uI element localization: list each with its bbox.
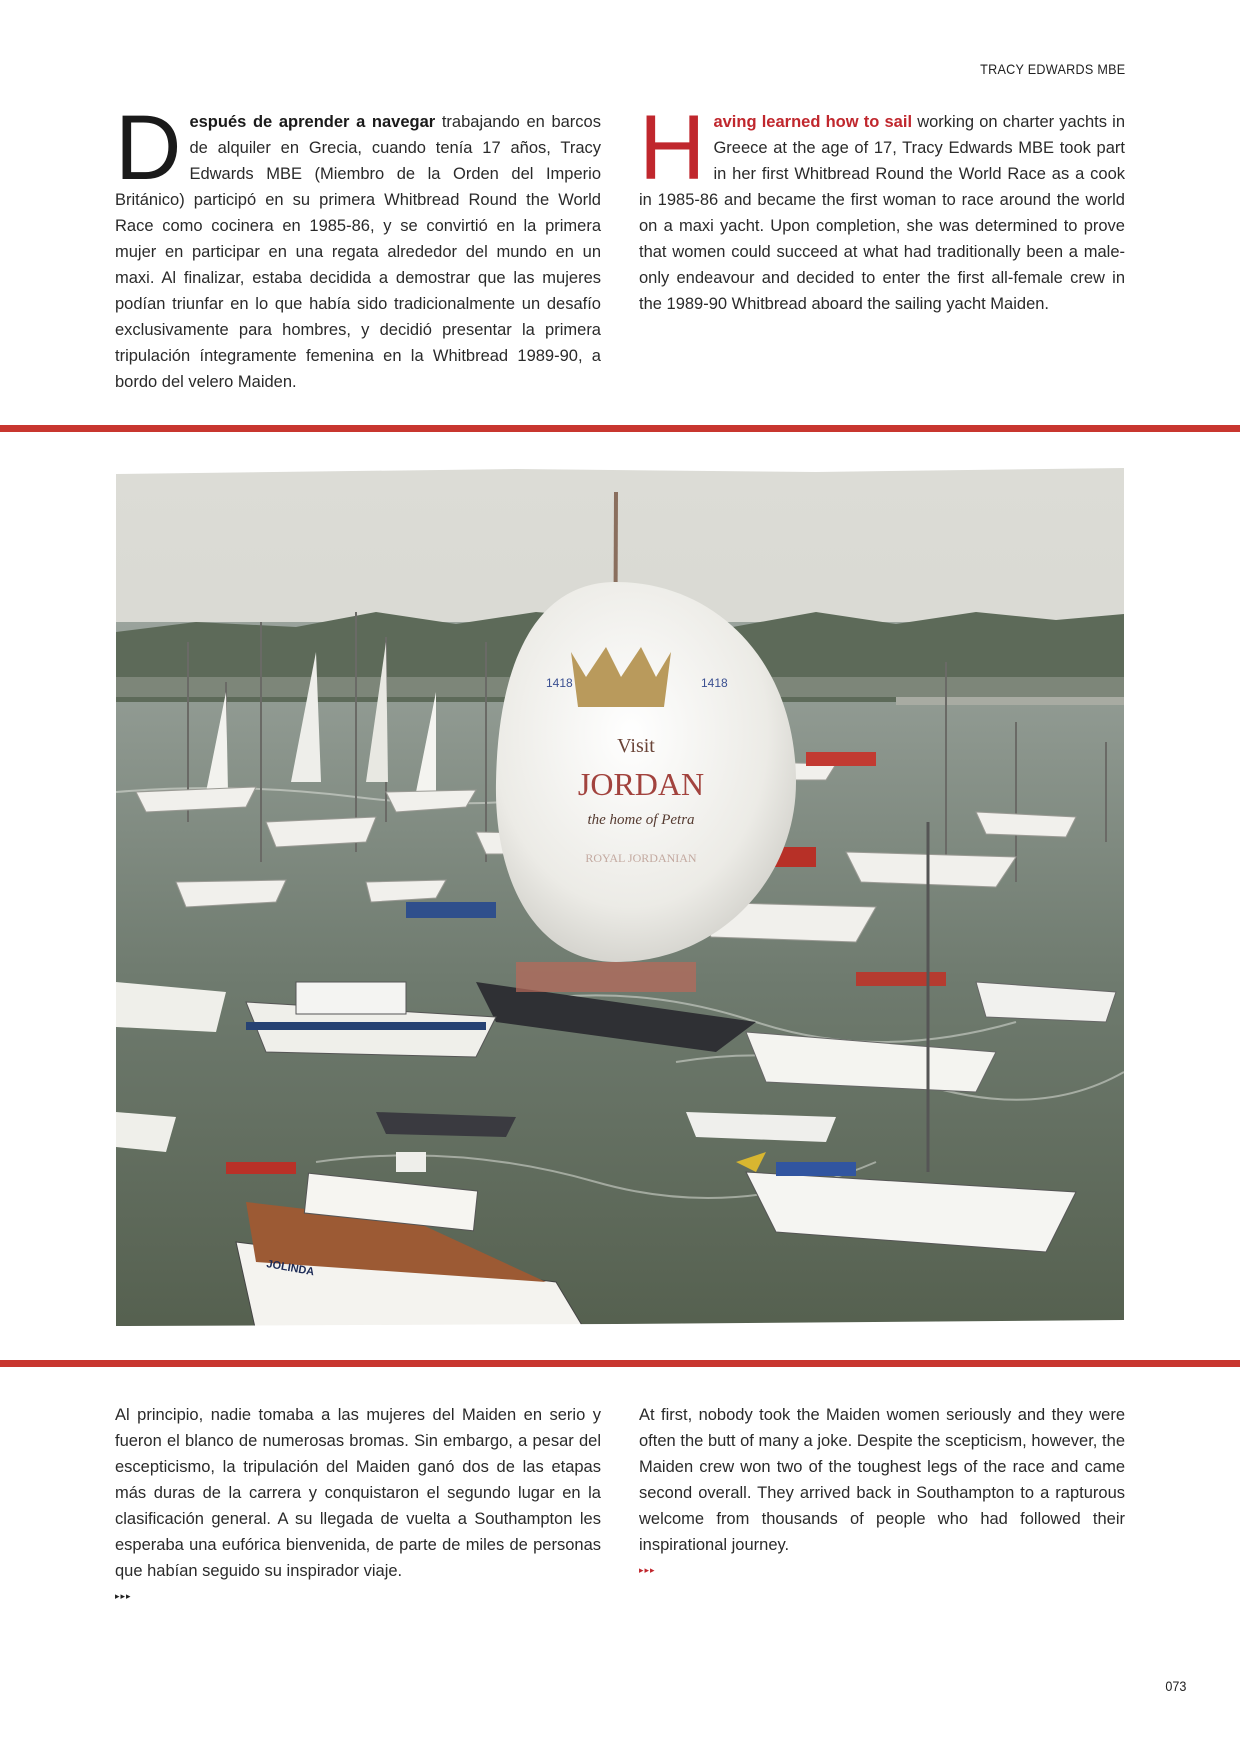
closing-spanish-paragraph: Al principio, nadie tomaba a las mujeres del Maiden en serio y fueron el blanco de numerosas bromas. Sin embargo, a pesar del escepticismo, la tripulación del Maiden ganó dos de las etapas más duras de la carrera y conquistaron el segundo lugar en la clasificación general. A su llegada de vuelta a Southampton les esperaba una eufórica bienvenida, de parte de miles de personas que habían seguido su inspirador viaje. [115, 1406, 601, 1580]
regatta-photo [116, 462, 1124, 1332]
spinnaker-number-left: 1418 [546, 676, 573, 690]
page-number: 073 [1164, 1678, 1186, 1694]
continue-marker-english: ▸▸▸ [639, 1565, 656, 1575]
intro-spanish-body: trabajando en barcos de alquiler en Grecia, cuando tenía 17 años, Tracy Edwards MBE (Miembro de la Orden del Imperio Británico) participó en su primera Whitbread Round the World Race como cocinera en 1985-86, y se convirtió en la primera mujer en participar en una regata alrededor del mundo en un maxi. Al finalizar, estaba decidida a demostrar que las mujeres podían triunfar en lo que había sido tradicionalmente un desafío exclusivamente para hombres, y decidió presentar la primera tripulación íntegramente femenina en la Whitbread 1989-90, a bordo del velero Maiden. [115, 113, 601, 391]
intro-spanish-paragraph [115, 97, 601, 395]
intro-spanish-lead: espués de aprender a navegar [189, 113, 436, 131]
running-head: TRACY EDWARDS MBE [979, 61, 1125, 77]
closing-english-paragraph: At first, nobody took the Maiden women seriously and they were often the butt of many a joke. Despite the scepticism, however, the Maiden crew won two of the toughest legs of the race and came second overall. They arrived back in Southampton to a rapturous welcome from thousands of people who had followed their inspirational journey. [639, 1406, 1125, 1554]
spinnaker-line-visit: Visit [617, 735, 655, 757]
spinnaker-line-royal: ROYAL JORDANIAN [585, 851, 697, 865]
top-red-rule [0, 425, 1240, 432]
bottom-red-rule [0, 1360, 1240, 1367]
dropcap-spanish: D [115, 97, 182, 199]
spinnaker-line-jordan: JORDAN [577, 766, 705, 802]
regatta-illustration [116, 462, 1124, 1332]
spinnaker-number-right: 1418 [701, 676, 728, 690]
continue-marker-spanish: ▸▸▸ [115, 1591, 132, 1601]
closing-spanish-column [115, 1402, 601, 1602]
intro-english-lead: aving learned how to sail [713, 113, 913, 131]
spinnaker-line-petra: the home of Petra [587, 812, 695, 828]
intro-spanish-column [115, 97, 601, 395]
intro-english-paragraph [639, 97, 1125, 317]
intro-english-body: working on charter yachts in Greece at the age of 17, Tracy Edwards MBE took part in her first Whitbread Round the World Race as a cook in 1985-86 and became the first woman to race around the world on a maxi yacht. Upon completion, she was determined to prove that women could succeed at what had traditionally been a male-only endeavour and decided to enter the first all-female crew in the 1989-90 Whitbread aboard the sailing yacht Maiden. [639, 113, 1125, 313]
closing-english-column [639, 1402, 1125, 1576]
dropcap-english: H [639, 97, 706, 199]
intro-english-column [639, 97, 1125, 317]
boat-name-label: JOLINDA [265, 1258, 316, 1279]
